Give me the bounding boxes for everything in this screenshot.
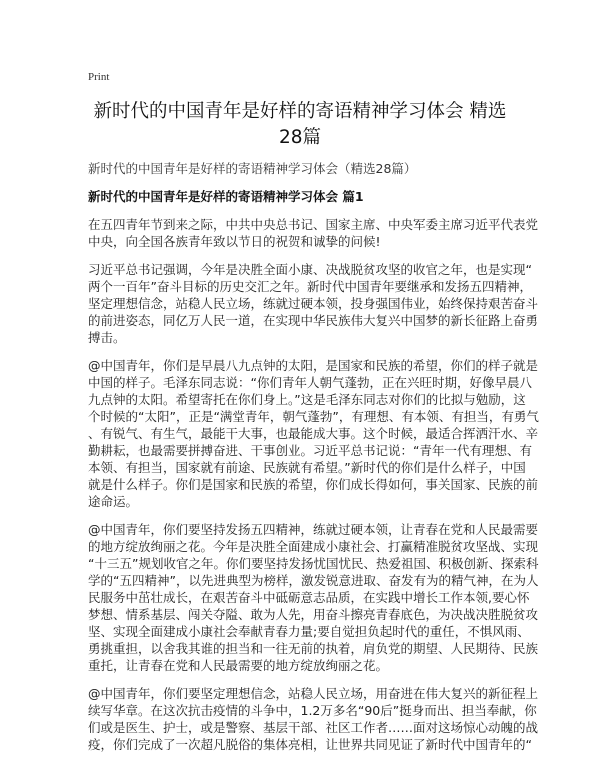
text-line: 就是什么样子。你们是国家和民族的希望，你们成长得如何，事关国家、民族的前 [88,477,539,492]
text-line: @中国青年，你们是早晨八九点钟的太阳，是国家和民族的希望，你们的样子就是 [88,358,539,373]
text-line: @中国青年，你们要坚定理想信念，站稳人民立场，用奋进在伟大复兴的新征程上 [88,686,539,701]
text-line: 本领、有担当，国家就有前途、民族就有希望。”新时代的你们是什么样子，中国 [88,460,526,475]
text-line: 续写华章。在这次抗击疫情的斗争中，1.2万多名“90后”挺身而出、担当奉献，你 [88,703,537,718]
text-line: 两个一百年”奋斗目标的历史交汇之年。新时代中国青年要继承和发扬五四精神， [88,279,532,294]
text-line: 勤耕耘，也最需要拼搏奋进、干事创业。习近平总书记说：“青年一代有理想、有 [88,443,532,458]
text-line: 的前进姿态，同亿万人民一道，在实现中华民族伟大复兴中国梦的新长征路上奋勇 [88,313,539,328]
text-line: 、有锐气、有生气，最能干大事，也最能成大事。这个时候，最适合挥洒汗水、辛 [88,426,539,441]
text-line: 们或是医生、护士，或是警察、基层干部、社区工作者……面对这场惊心动魄的战 [88,720,539,735]
section-heading: 新时代的中国青年是好样的寄语精神学习体会 篇1 [88,189,364,204]
text-line: 九点钟的太阳。希望寄托在你们身上。”这是毛泽东同志对你们的比拟与勉励，这 [88,392,526,407]
text-line: 疫，你们完成了一次超凡脱俗的集体亮相，让世界共同见证了新时代中国青年的“ [88,737,532,752]
text-line: 个时候的“太阳”，正是“满堂青年，朝气蓬勃”，有理想、有本领、有担当，有勇气 [88,409,539,424]
paragraph-3 [88,357,539,510]
text-line: 梦想、情系基层、闯关夺隘、敢为人先，用奋斗擦亮青春底色，为决战决胜脱贫攻 [88,607,539,622]
text-line: 中国的样子。毛泽东同志说：“你们青年人朝气蓬勃，正在兴旺时期，好像早晨八 [88,375,532,390]
text-line: @中国青年，你们要坚持发扬五四精神，练就过硬本领，让青春在党和人民最需要 [88,522,539,537]
document-page [88,70,539,753]
paragraph-4 [88,521,539,674]
text-line: 学的“五四精神”，以先进典型为榜样，激发锐意进取、奋发有为的精气神，在为人 [88,573,539,588]
text-line: 民服务中茁壮成长，在艰苦奋斗中砥砺意志品质，在实践中增长工作本领,要心怀 [88,590,530,605]
paragraph-1 [88,216,539,250]
text-line: 途命运。 [88,494,139,509]
text-line: 勇挑重担，以舍我其谁的担当和一往无前的执着，肩负党的期望、人民期待、民族 [88,641,539,656]
text-line: “十三五”规划收官之年。你们要坚持发扬忧国忧民、热爱祖国、积极创新、探索科 [88,556,539,571]
text-line: 重托，让青春在党和人民最需要的地方绽放绚丽之花。 [88,658,389,673]
paragraph-5 [88,685,539,753]
document-title: 新时代的中国青年是好样的寄语精神学习体会 精选28篇 [93,101,507,148]
text-line: 搏击。 [88,330,126,345]
print-label[interactable]: Print [88,71,110,83]
text-line: 坚、实现全面建成小康社会奉献青春力量;要自觉担负起时代的重任，不惧风雨、 [88,624,530,639]
text-line: 的地方绽放绚丽之花。今年是决胜全面建成小康社会、打赢精准脱贫攻坚战、实现 [88,539,539,554]
text-line: 习近平总书记强调，今年是决胜全面小康、决战脱贫攻坚的收官之年，也是实现“ [88,262,532,277]
paragraph-2 [88,261,539,346]
text-line: 在五四青年节到来之际，中共中央总书记、国家主席、中央军委主席习近平代表党 [88,217,539,232]
text-line: 坚定理想信念，站稳人民立场，练就过硬本领，投身强国伟业，始终保持艰苦奋斗 [88,296,539,311]
text-line: 中央，向全国各族青年致以节日的祝贺和诚挚的问候! [88,234,381,249]
document-subtitle: 新时代的中国青年是好样的寄语精神学习体会（精选28篇） [88,161,417,176]
